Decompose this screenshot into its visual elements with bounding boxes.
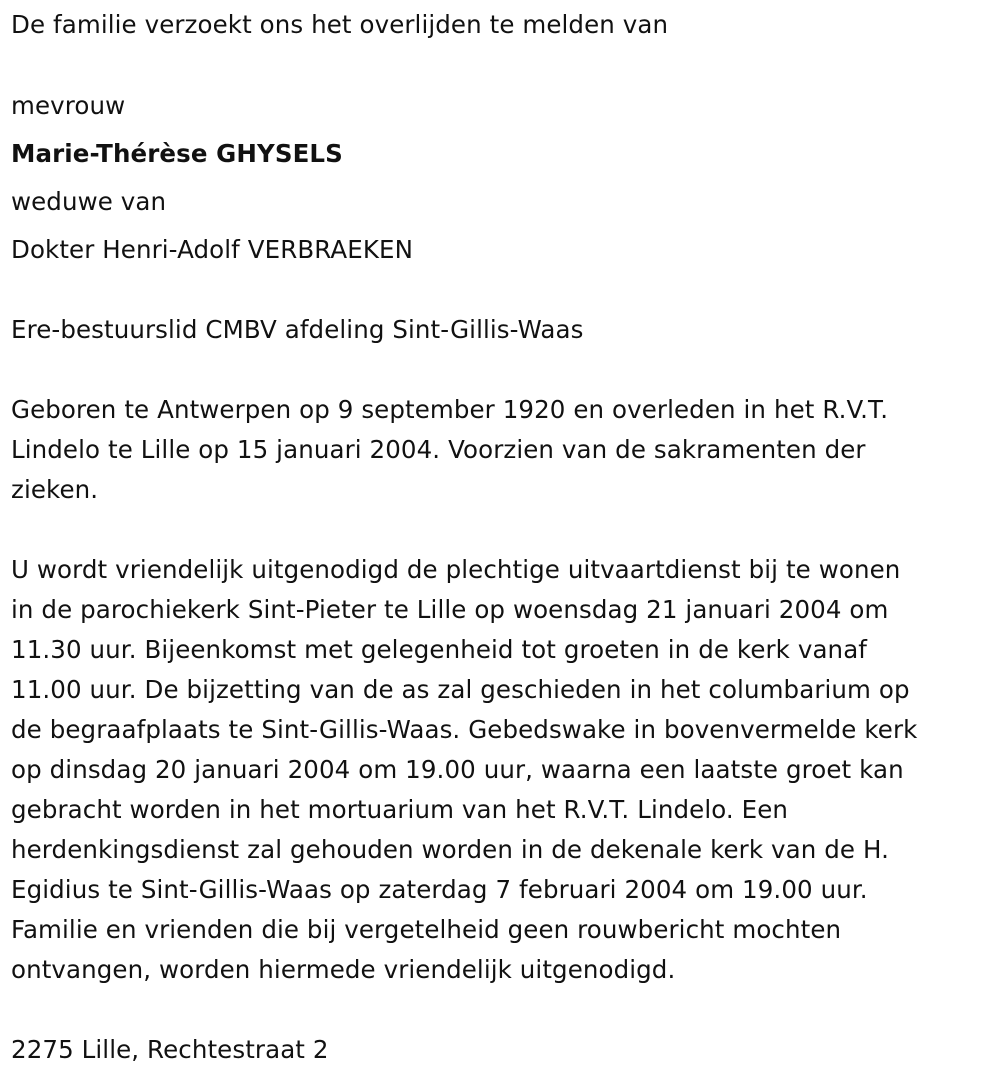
paragraph-line: op dinsdag 20 januari 2004 om 19.00 uur, waarna een laatste groet kan bbox=[11, 755, 904, 784]
paragraph-line: in de parochiekerk Sint-Pieter te Lille op woensdag 21 januari 2004 om bbox=[11, 595, 889, 624]
paragraph-line: 11.30 uur. Bijeenkomst met gelegenheid tot groeten in de kerk vanaf bbox=[11, 635, 868, 664]
paragraph-line: ontvangen, worden hiermede vriendelijk uitgenodigd. bbox=[11, 955, 676, 984]
relation-label: weduwe van bbox=[11, 187, 167, 216]
honorary-title: Ere-bestuurslid CMBV afdeling Sint-Gillis-Waas bbox=[11, 315, 584, 344]
spouse-name: Dokter Henri-Adolf VERBRAEKEN bbox=[11, 235, 413, 264]
title-prefix: mevrouw bbox=[11, 91, 126, 120]
deceased-name: Marie-Thérèse GHYSELS bbox=[11, 139, 343, 168]
paragraph-line: zieken. bbox=[11, 475, 99, 504]
paragraph-line: Geboren te Antwerpen op 9 september 1920 en overleden in het R.V.T. bbox=[11, 395, 889, 424]
paragraph-line: U wordt vriendelijk uitgenodigd de plechtige uitvaartdienst bij te wonen bbox=[11, 555, 901, 584]
funeral-paragraph bbox=[11, 550, 991, 990]
notice-intro: De familie verzoekt ons het overlijden te melden van bbox=[11, 10, 669, 39]
paragraph-line: gebracht worden in het mortuarium van het R.V.T. Lindelo. Een bbox=[11, 795, 789, 824]
paragraph-line: de begraafplaats te Sint-Gillis-Waas. Gebedswake in bovenvermelde kerk bbox=[11, 715, 918, 744]
paragraph-line: 11.00 uur. De bijzetting van de as zal geschieden in het columbarium op bbox=[11, 675, 910, 704]
paragraph-line: Familie en vrienden die bij vergetelheid geen rouwbericht mochten bbox=[11, 915, 842, 944]
paragraph-line: Egidius te Sint-Gillis-Waas op zaterdag 7 februari 2004 om 19.00 uur. bbox=[11, 875, 868, 904]
address: 2275 Lille, Rechtestraat 2 bbox=[11, 1035, 329, 1064]
paragraph-line: herdenkingsdienst zal gehouden worden in de dekenale kerk van de H. bbox=[11, 835, 889, 864]
birth-death-paragraph bbox=[11, 390, 991, 510]
paragraph-line: Lindelo te Lille op 15 januari 2004. Voorzien van de sakramenten der bbox=[11, 435, 866, 464]
